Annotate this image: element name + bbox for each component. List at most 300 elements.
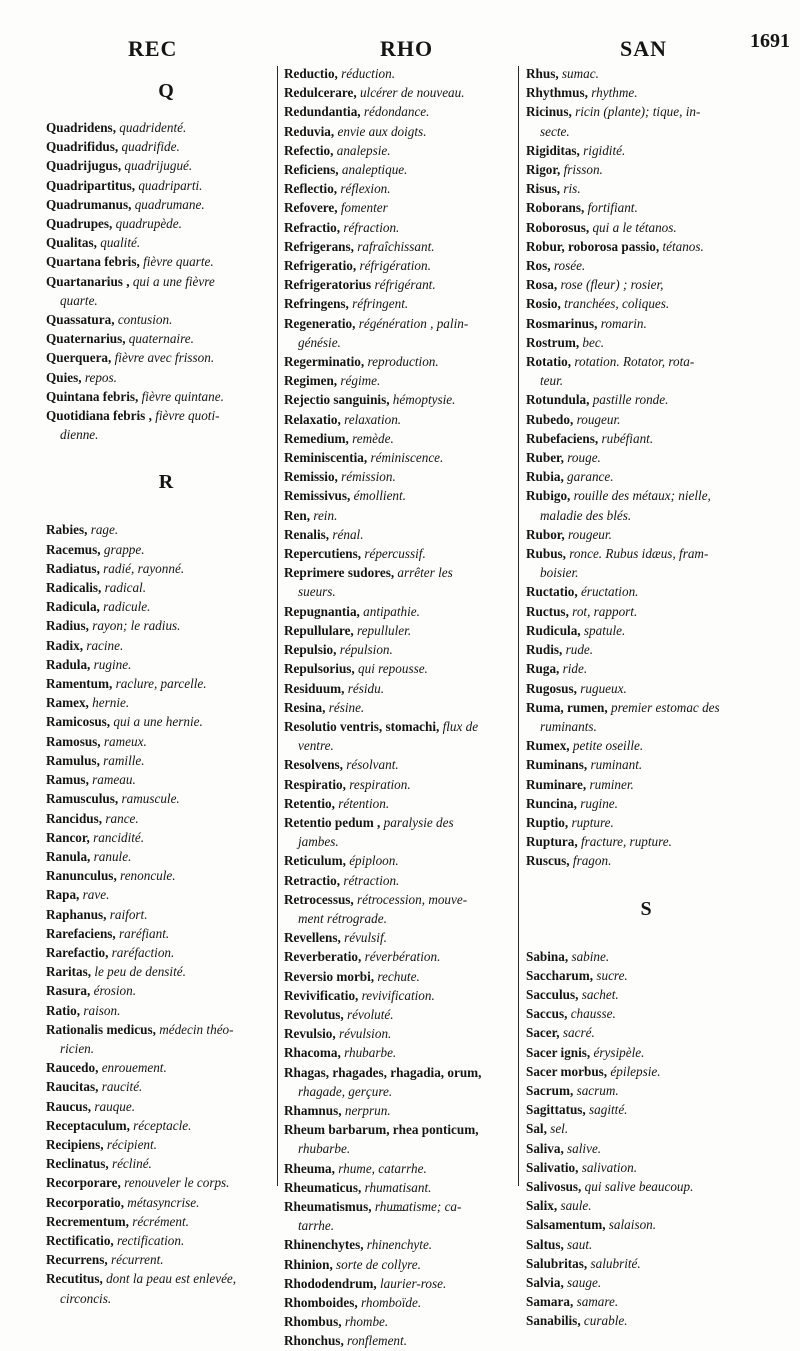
entry-definition: raréfaction. [111,944,175,960]
dictionary-entry [284,1331,524,1350]
entry-definition: érosion. [93,983,136,999]
dictionary-entry [284,218,524,237]
dictionary-entry [46,751,286,770]
entry-term: Ramulus, [46,752,100,768]
entry-definition: rétrocession, mouve- [357,891,468,907]
running-head-left: REC [128,36,178,61]
dictionary-entry [46,252,286,271]
entry-term: Recorporatio, [46,1194,124,1210]
entry-term: Regeneratio, [284,315,356,331]
entry-continuation: sueurs. [298,584,336,600]
dictionary-entry [526,813,766,832]
entry-definition: rhombe. [344,1314,389,1330]
dictionary-entry [284,813,524,832]
entry-term: Repercutiens, [284,546,362,562]
dictionary-entry [526,1043,766,1062]
dictionary-entry [46,272,286,291]
entry-definition: rouge. [567,450,601,466]
dictionary-entry [526,275,766,294]
dictionary-entry [46,1058,286,1077]
column-right [526,64,766,1329]
dictionary-entry [526,1273,766,1292]
dictionary-entry [284,986,524,1005]
entry-term: Quotidiana febris , [46,408,152,424]
entry-definition: récliné. [111,1156,152,1172]
entry-definition: renoncule. [120,868,176,884]
entry-term: Rubor, [526,526,565,542]
entry-term: Raucedo, [46,1060,99,1076]
entry-definition: saule. [560,1198,592,1214]
entry-term: Rosio, [526,296,561,312]
entry-term: Ruber, [526,450,564,466]
entry-term: Rosmarinus, [526,315,598,331]
dictionary-entry [526,755,766,774]
entry-definition: contusion. [117,312,173,328]
entry-definition: rhubarbe. [344,1045,397,1061]
dictionary-entry [284,1005,524,1024]
dictionary-entry [526,448,766,467]
dictionary-entry [284,621,524,640]
dictionary-entry [46,1001,286,1020]
entry-definition: salive. [567,1140,602,1156]
dictionary-entry [46,905,286,924]
entry-definition: réverbération. [364,949,441,965]
entry-definition: résidu. [347,680,385,696]
entry-definition: régime. [340,373,381,389]
entry-term: Rhinenchytes, [284,1237,364,1253]
entry-term: Quaternarius, [46,331,126,347]
entry-term: Sanabilis, [526,1313,581,1329]
entry-term: Rhagas, rhagades, rhagadia, orum, [284,1064,482,1080]
entry-term: Recurrens, [46,1252,108,1268]
entry-definition: rose (fleur) ; rosier, [560,277,664,293]
entry-term: Rheumaticus, [284,1179,362,1195]
dictionary-entry [526,832,766,851]
entry-term: Radix, [46,637,84,653]
entry-term: Receptaculum, [46,1117,130,1133]
entry-continuation: ventre. [298,738,334,754]
dictionary-entry [526,659,766,678]
footer-mark [388,1210,404,1211]
entry-term: Renalis, [284,526,330,542]
entry-definition: nerprun. [344,1102,391,1118]
dictionary-entry [284,352,524,371]
entry-definition: reproduction. [367,354,439,370]
entry-term: Resolvens, [284,757,343,773]
entry-definition: rancidité. [93,829,145,845]
entry-term: Quassatura, [46,312,115,328]
dictionary-entry [46,655,286,674]
entry-term: Sacrum, [526,1082,574,1098]
dictionary-entry [526,179,766,198]
entry-definition: romarin. [600,315,647,331]
entry-term: Ruptura, [526,834,578,850]
entry-term: Revulsio, [284,1026,336,1042]
entry-definition: réfrigération. [359,258,431,274]
dictionary-entry [46,1020,286,1039]
dictionary-entry [526,102,766,121]
entry-term: Rhacoma, [284,1045,341,1061]
entry-definition: chausse. [570,1006,616,1022]
entry-definition: radié, rayonné. [103,560,185,576]
entry-continuation: quarte. [60,292,98,308]
entry-definition: arrêter les [397,565,453,581]
entry-definition: réfraction. [343,219,400,235]
entry-term: Rhomboides, [284,1295,358,1310]
dictionary-entry [284,1274,524,1293]
entry-term: Rhododendrum, [284,1275,377,1291]
dictionary-entry [284,275,524,294]
entry-definition: rédondance. [363,104,430,120]
dictionary-entry [46,981,286,1000]
entry-definition: renouveler le corps. [124,1175,230,1191]
entry-term: Regerminatio, [284,354,365,370]
entry-term: Salivatio, [526,1159,579,1175]
entry-definition: qui salive beaucoup. [584,1178,694,1194]
entry-continuation: teur. [540,373,564,389]
dictionary-entry [46,943,286,962]
entry-definition: rupture. [571,814,614,830]
entry-definition: rosée. [553,258,586,274]
dictionary-entry [46,348,286,367]
dictionary-entry [284,486,524,505]
dictionary-entry [46,559,286,578]
entry-definition: repulluler. [357,622,412,638]
entry-definition: ramuscule. [121,791,180,807]
entry-term: Rubefaciens, [526,430,599,446]
entry-term: Saltus, [526,1236,564,1252]
dictionary-entry [526,1215,766,1234]
entry-term: Reticulum, [284,853,346,869]
dictionary-entry [46,1077,286,1096]
dictionary-entry [284,83,524,102]
entry-definition: résine. [328,699,365,715]
entry-definition: ris. [563,181,581,197]
entry-definition: fomenter [340,200,388,216]
entry-definition: rameau. [92,772,136,788]
entry-definition: réfrigérant. [374,277,436,293]
column-middle [284,64,524,1349]
entry-term: Querquera, [46,350,112,366]
dictionary-entry [284,1255,524,1274]
entry-term: Redundantia, [284,104,361,120]
entry-term: Residuum, [284,680,345,696]
entry-definition: sacré. [562,1025,595,1041]
entry-term: Rasura, [46,983,91,999]
entry-term: Remedium, [284,430,349,446]
entry-term: Reverberatio, [284,949,362,965]
entry-definition: raréfiant. [119,925,170,941]
entry-definition: quadrifide. [121,139,180,155]
entry-term: Saccus, [526,1006,568,1022]
entry-continuation: dienne. [60,427,99,443]
entry-definition: sacrum. [576,1082,619,1098]
entry-term: Qualitas, [46,235,97,251]
entry-term: Salix, [526,1198,558,1214]
entry-definition: sachet. [581,986,619,1002]
dictionary-entry [46,732,286,751]
dictionary-entry [526,1081,766,1100]
entry-term: Rationalis medicus, [46,1021,156,1037]
entry-definition: rougeur. [568,526,612,542]
dictionary-entry [526,544,766,563]
entry-term: Reflectio, [284,181,338,197]
dictionary-entry [284,1159,524,1178]
entry-term: Ructatio, [526,584,578,600]
entry-definition: salubrité. [590,1255,641,1271]
entry-definition: rhinenchyte. [366,1237,433,1253]
entry-term: Quadridens, [46,120,116,135]
dictionary-entry [284,179,524,198]
dictionary-entry [46,578,286,597]
section-letter: S [640,897,652,920]
entry-term: Revolutus, [284,1006,344,1022]
dictionary-entry [526,1158,766,1177]
entry-term: Reduvia, [284,123,335,139]
entry-term: Refrigeratorius [284,277,372,293]
dictionary-entry [46,828,286,847]
entry-term: Ruga, [526,661,560,677]
entry-term: Ramusculus, [46,791,119,807]
entry-definition: qui a une hernie. [113,714,203,730]
entry-definition: ulcérer de nouveau. [359,85,465,101]
running-head-middle: RHO [380,36,434,61]
entry-term: Roborans, [526,200,585,216]
dictionary-entry [46,693,286,712]
entry-term: Raphanus, [46,906,107,922]
dictionary-entry [284,410,524,429]
dictionary-entry [526,486,766,505]
entry-definition: rugine. [580,795,618,811]
entry-term: Ros, [526,258,551,274]
entry-term: Rhus, [526,66,559,81]
entry-term: Ruscus, [526,853,570,869]
dictionary-entry [46,520,286,539]
entry-definition: rafraîchissant. [357,238,435,254]
entry-term: Reversio morbi, [284,968,375,984]
entry-term: Radicalis, [46,580,102,596]
dictionary-entry [46,770,286,789]
entry-term: Rigiditas, [526,142,580,158]
entry-term: Refringens, [284,296,349,312]
dictionary-entry [284,928,524,947]
dictionary-entry [526,621,766,640]
entry-term: Sacer, [526,1025,560,1041]
entry-definition: qualité. [100,235,141,251]
dictionary-entry [46,789,286,808]
dictionary-entry [526,390,766,409]
dictionary-entry [526,947,766,966]
entry-term: Ricinus, [526,104,572,120]
entry-term: Revivificatio, [284,987,359,1003]
column-left [46,64,286,1306]
entry-definition: raclure, parcelle. [115,676,207,692]
dictionary-entry [46,1097,286,1116]
dictionary-entry [526,1062,766,1081]
entry-term: Resina, [284,699,326,715]
entry-definition: éructation. [580,584,639,600]
entry-term: Quadrijugus, [46,158,122,174]
entry-term: Recutitus, [46,1271,103,1287]
entry-definition: rugine. [93,656,132,672]
entry-term: Quartana febris, [46,254,140,270]
entry-definition: émollient. [353,488,406,504]
dictionary-entry [46,885,286,904]
entry-definition: récurrent. [110,1252,164,1268]
entry-definition: quadridenté. [119,120,187,135]
dictionary-entry [284,794,524,813]
dictionary-entry [526,1235,766,1254]
dictionary-entry [526,698,766,717]
dictionary-entry [284,525,524,544]
dictionary-entry [46,847,286,866]
entry-term: Samara, [526,1294,574,1310]
entry-definition: radical. [104,580,147,596]
entry-definition: dont la peau est enlevée, [106,1271,237,1287]
entry-definition: révoluté. [347,1006,394,1022]
dictionary-entry [46,310,286,329]
entry-definition: récipient. [106,1136,157,1152]
dictionary-entry [46,368,286,387]
dictionary-entry [284,256,524,275]
dictionary-entry [526,1139,766,1158]
entry-definition: fragon. [572,853,612,869]
dictionary-entry [284,1120,524,1139]
entry-term: Racemus, [46,541,101,557]
entry-term: Saliva, [526,1140,564,1156]
dictionary-entry [46,1269,286,1288]
entry-definition: érysipèle. [593,1044,645,1060]
entry-definition: fièvre quoti- [155,408,220,424]
entry-definition: rave. [82,887,110,903]
entry-continuation: ruminants. [540,718,597,734]
dictionary-entry [284,314,524,333]
page-number: 1691 [750,30,790,52]
entry-definition: frisson. [563,162,603,178]
entry-definition: fièvre quarte. [143,254,214,270]
dictionary-entry [46,1135,286,1154]
entry-term: Rubigo, [526,488,571,504]
entry-definition: rein. [313,507,338,523]
entry-definition: ranule. [93,848,132,864]
entry-definition: hémoptysie. [392,392,456,408]
entry-definition: enrouement. [101,1060,167,1076]
dictionary-entry [284,602,524,621]
dictionary-entry [46,1154,286,1173]
dictionary-entry [526,294,766,313]
entry-term: Quadrifidus, [46,139,119,155]
dictionary-entry [284,659,524,678]
dictionary-entry [526,352,766,371]
entry-term: Refectio, [284,142,334,158]
entry-definition: sucre. [596,967,628,983]
entry-term: Radiatus, [46,560,100,576]
entry-definition: sel. [550,1121,569,1137]
entry-term: Runcina, [526,795,577,811]
entry-definition: saut. [567,1236,593,1252]
entry-term: Rhythmus, [526,85,588,101]
dictionary-entry [526,237,766,256]
entry-term: Rheum barbarum, rhea ponticum, [284,1122,479,1138]
dictionary-entry [526,429,766,448]
dictionary-entry [284,775,524,794]
entry-term: Salubritas, [526,1255,588,1271]
entry-definition: réflexion. [340,181,391,197]
entry-definition: premier estomac des [611,699,720,715]
entry-definition: réminiscence. [370,450,444,466]
entry-term: Rheuma, [284,1160,335,1176]
entry-definition: tranchées, coliques. [564,296,670,312]
dictionary-entry [46,866,286,885]
entry-term: Recorporare, [46,1175,121,1191]
dictionary-entry [284,1235,524,1254]
entry-term: Rudis, [526,642,563,658]
dictionary-entry [284,198,524,217]
entry-definition: quadrijugué. [124,158,193,174]
entry-term: Salsamentum, [526,1217,606,1233]
dictionary-entry [284,390,524,409]
entry-definition: répercussif. [364,546,426,562]
dictionary-entry [284,851,524,870]
entry-definition: remède. [352,430,394,446]
entry-definition: racine. [86,637,124,653]
section-letter: Q [158,80,174,102]
entry-term: Rarefactio, [46,944,109,960]
entry-term: Rubia, [526,469,564,485]
entry-term: Saccharum, [526,967,594,983]
entry-definition: raifort. [109,906,148,922]
dictionary-entry [526,141,766,160]
entry-definition: ride. [562,661,588,677]
entry-term: Rejectio sanguinis, [284,392,390,408]
dictionary-entry [526,640,766,659]
dictionary-entry [284,871,524,890]
entry-definition: réfringent. [352,296,409,312]
entry-definition: fracture, rupture. [580,834,672,850]
dictionary-entry [46,406,286,425]
entry-definition: rechute. [377,968,420,984]
dictionary-entry [284,717,524,736]
entry-term: Relaxatio, [284,411,341,427]
entry-term: Reficiens, [284,162,339,178]
entry-definition: répulsion. [339,642,393,658]
entry-continuation: rhubarbe. [298,1141,351,1157]
entry-term: Reductio, [284,66,338,81]
entry-term: Refrigerans, [284,238,354,254]
dictionary-entry [46,137,286,156]
entry-term: Salvia, [526,1274,564,1290]
entry-continuation: secte. [540,123,570,139]
entry-definition: épilepsie. [610,1063,661,1079]
dictionary-entry [284,640,524,659]
entry-definition: samare. [576,1294,619,1310]
dictionary-entry [46,597,286,616]
entry-definition: salivation. [581,1159,638,1175]
entry-definition: envie aux doigts. [337,123,427,139]
dictionary-entry [284,429,524,448]
entry-definition: résolvant. [346,757,399,773]
entry-definition: ronce. Rubus idæus, fram- [569,546,709,562]
dictionary-entry [46,233,286,252]
dictionary-entry [526,1254,766,1273]
entry-definition: hernie. [92,695,130,711]
entry-term: Quies, [46,369,82,385]
dictionary-entry [284,294,524,313]
entry-term: Rigor, [526,162,561,178]
entry-definition: antipathie. [363,603,420,619]
dictionary-entry [526,1196,766,1215]
entry-term: Raucus, [46,1098,92,1114]
